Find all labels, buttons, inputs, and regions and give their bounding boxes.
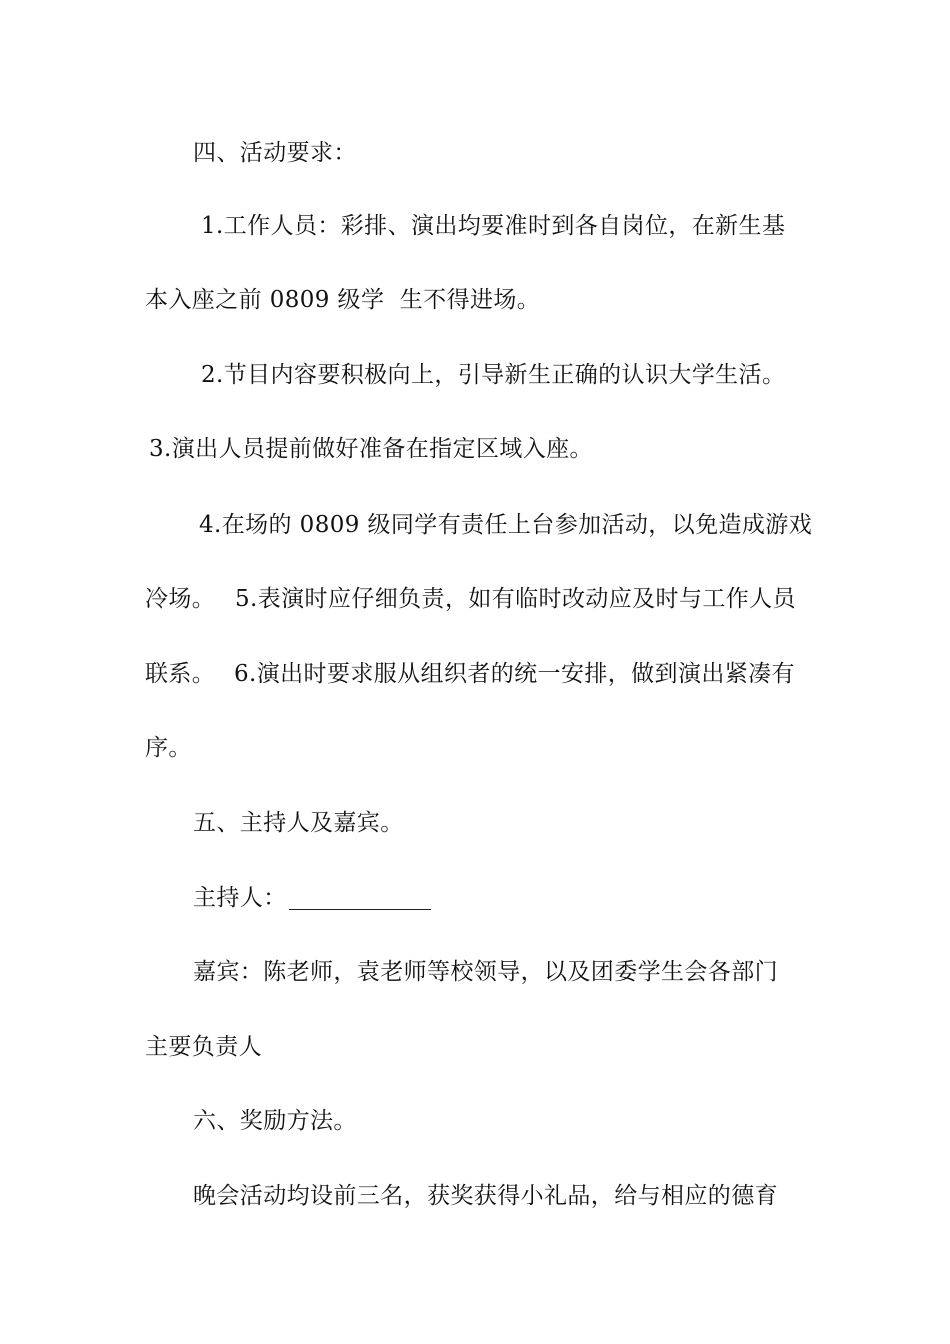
heading-text: 五、主持人及嘉宾。 <box>193 810 404 836</box>
section-heading-hosts <box>0 803 950 843</box>
paragraph-text: 晚会活动均设前三名，获奖获得小礼品，给与相应的德育 <box>193 1183 778 1209</box>
heading-text: 四、活动要求： <box>193 140 357 166</box>
section-heading-rewards <box>0 1101 950 1141</box>
paragraph-text: 4.在场的 0809 级同学有责任上台参加活动，以免造成游戏 <box>199 512 813 538</box>
paragraph-line <box>0 1027 950 1067</box>
host-label: 主持人： <box>193 885 287 911</box>
paragraph-line <box>0 280 950 320</box>
paragraph-line <box>0 429 950 469</box>
paragraph-line <box>0 728 950 768</box>
paragraph-line <box>0 952 950 992</box>
paragraph-text: 冷场。 <box>145 586 216 612</box>
paragraph-line <box>0 579 950 619</box>
paragraph-text: 序。 <box>145 735 192 761</box>
paragraph-text: 1.工作人员：彩排、演出均要准时到各自岗位，在新生基 <box>201 213 786 239</box>
paragraph-text: 主要负责人 <box>145 1034 262 1060</box>
paragraph-text: 2.节目内容要积极向上，引导新生正确的认识大学生活。 <box>201 362 786 388</box>
host-name-blank <box>289 887 431 910</box>
paragraph-line <box>0 505 950 545</box>
heading-text: 六、奖励方法。 <box>193 1108 357 1134</box>
paragraph-line <box>0 206 950 246</box>
paragraph-line <box>0 355 950 395</box>
host-line <box>0 878 950 918</box>
paragraph-line <box>0 1176 950 1216</box>
paragraph-text: 嘉宾：陈老师，袁老师等校领导，以及团委学生会各部门 <box>193 959 778 985</box>
paragraph-line <box>0 654 950 694</box>
paragraph-text: 6.演出时要求服从组织者的统一安排，做到演出紧凑有 <box>234 661 795 687</box>
paragraph-text: 5.表演时应仔细负责，如有临时改动应及时与工作人员 <box>235 586 796 612</box>
paragraph-text: 3.演出人员提前做好准备在指定区域入座。 <box>149 436 593 462</box>
section-heading-requirements <box>0 133 950 173</box>
paragraph-text: 联系。 <box>145 661 216 687</box>
paragraph-text: 本入座之前 0809 级学 生不得进场。 <box>145 287 541 313</box>
